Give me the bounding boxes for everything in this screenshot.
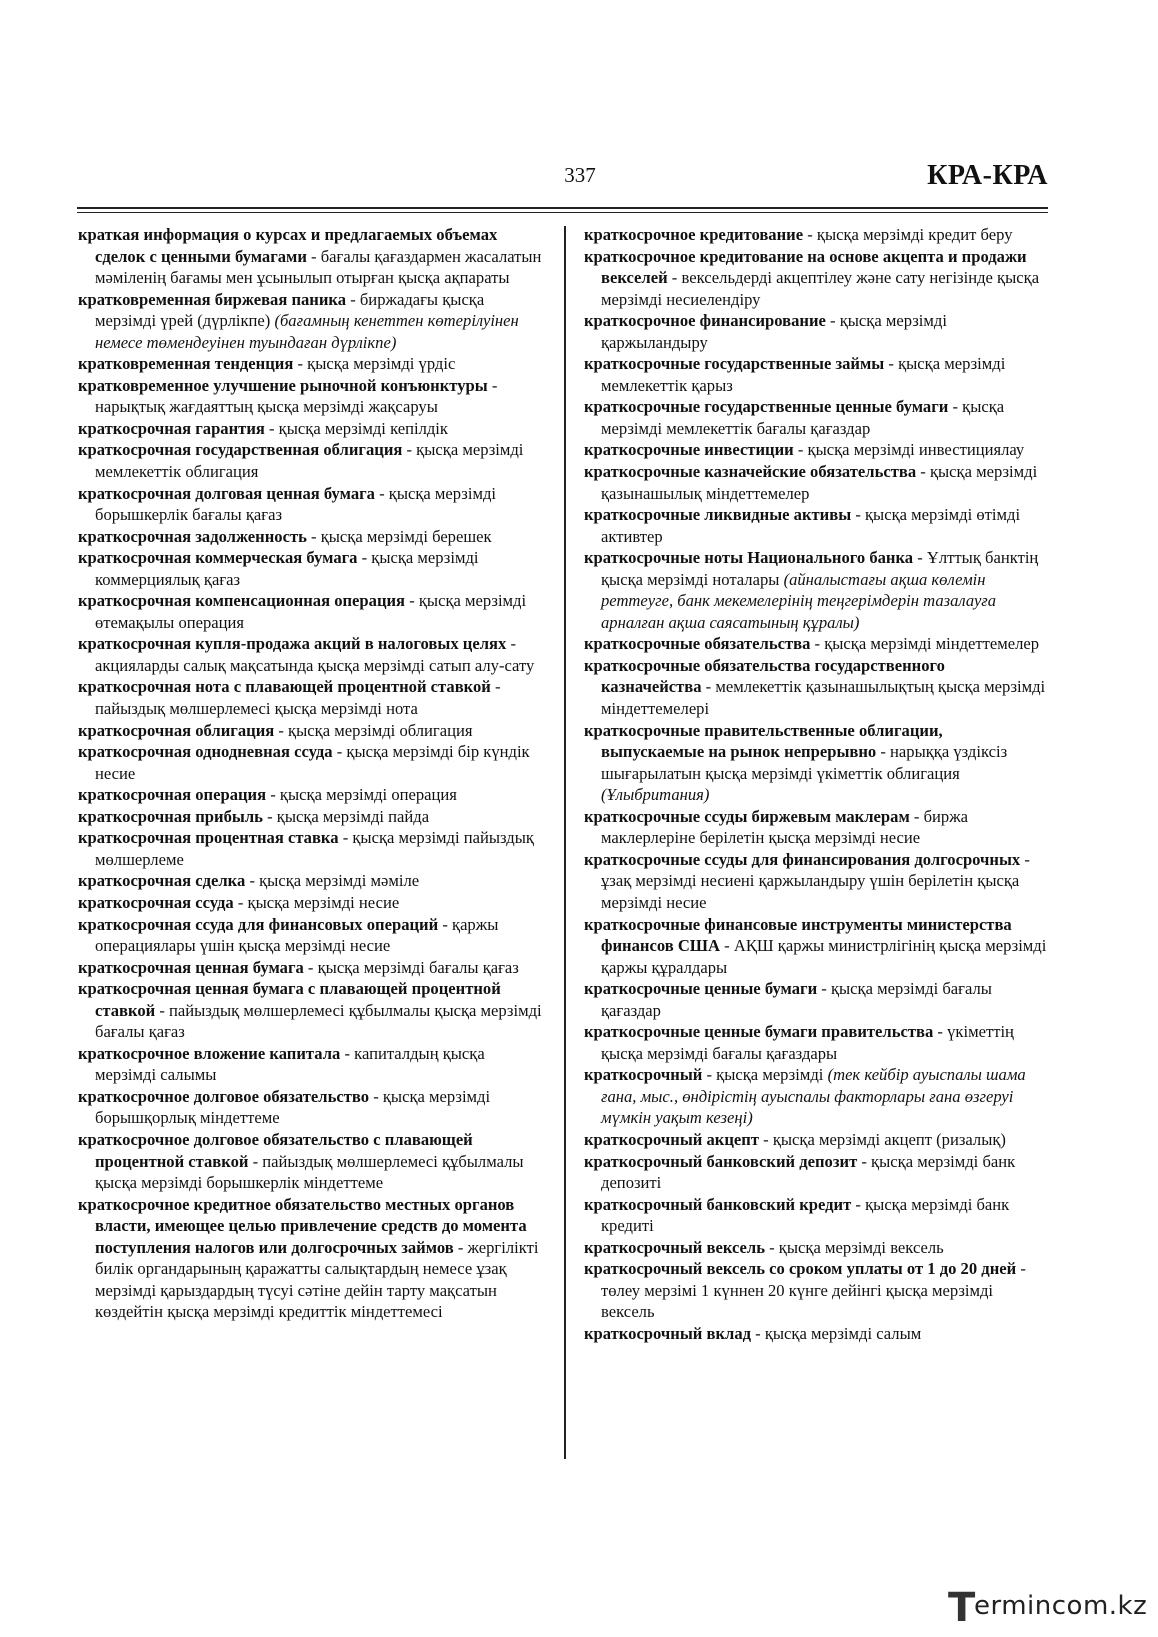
entry-term: краткосрочные ссуды для финансирования долгосрочных [584,849,1021,869]
dictionary-entry [78,676,546,719]
entry-term: краткосрочные ссуды биржевым маклерам [584,806,910,826]
dictionary-entry [78,827,546,870]
dictionary-entry [78,483,546,526]
entry-term: краткосрочная нота с плавающей процентной ставкой [78,677,491,697]
dictionary-entry [78,439,546,482]
entry-term: краткосрочное долговое обязательство [78,1086,370,1106]
entry-term: краткосрочная ссуда [78,892,234,912]
dictionary-entry [78,978,546,1043]
entry-definition: - қысқа мерзімді операция [266,785,457,805]
dictionary-entry [584,1064,1047,1129]
entry-definition: - қысқа мерзімді үрдіс [293,354,456,374]
entry-definition: - қысқа мерзімді бір күндік несие [95,742,530,783]
entry-term: краткосрочный вексель со сроком уплаты от 1 до 20 дней [584,1259,1017,1279]
entry-term: кратковременная биржевая паника [78,289,347,309]
dictionary-entry [584,914,1047,979]
column-divider [564,226,566,1459]
dictionary-entry [584,1237,1047,1259]
entry-term: краткосрочные государственные ценные бумаги [584,397,949,417]
dictionary-entry [78,1043,546,1086]
dictionary-entry [78,720,546,742]
entry-definition: - қысқа мерзімді коммерциялық қағаз [95,548,479,589]
entry-term: краткосрочная задолженность [78,526,307,546]
entry-term: краткосрочная государственная облигация [78,440,403,460]
entry-definition: - қысқа мерзімді вексель [764,1237,944,1257]
entry-term: краткосрочная коммерческая бумага [78,548,358,568]
entry-definition: - вексельдерді акцептілеу және сату негізінде қысқа мерзімді несиелендіру [601,268,1040,309]
entry-term: краткосрочные ценные бумаги правительства [584,1022,934,1042]
entry-term: краткосрочные правительственные облигации, выпускаемые на рынок непрерывно [584,720,943,762]
dictionary-entry [584,1021,1047,1064]
entry-term: кратковременная тенденция [78,354,294,374]
entry-definition: - қысқа мерзімді кепілдік [264,418,448,438]
entry-definition: - қысқа мерзімді қазынашылық міндеттемелер [601,462,1038,503]
page-number: 337 [564,163,596,187]
dictionary-entry [78,353,546,375]
entry-term: краткосрочные ноты Национального банка [584,548,914,568]
dictionary-entry [78,957,546,979]
entry-definition: - қысқа мерзімді несие [233,892,400,912]
entry-term: краткосрочная купля-продажа акций в налоговых целях [78,634,507,654]
entry-term: краткосрочная операция [78,785,267,805]
entry-definition: - қысқа мерзімді мәміле [245,871,420,891]
entry-term: краткосрочный акцепт [584,1129,759,1149]
entry-definition: - қысқа мерзімді міндеттемелер [810,634,1040,654]
watermark-logo-letter: T [948,1585,976,1631]
entry-note: (Ұлыбритания) [601,785,710,805]
entry-definition: - қысқа мерзімді банк депозиті [601,1151,1016,1193]
dictionary-entry [584,720,1047,806]
entry-definition: - қысқа мерзімді пайыздық мөлшерлеме [95,828,534,869]
dictionary-entry [78,375,546,418]
entry-definition: - қысқа мерзімді салым [751,1323,922,1343]
entry-definition: - биржадағы қысқа мерзімді үрей (дүрлікпе) [95,289,485,331]
entry-definition: - қысқа мерзімді өтімді активтер [601,505,1021,546]
dictionary-entry [78,418,546,440]
dictionary-entry [584,224,1047,246]
entry-definition: - қысқа мерзімді банк кредиті [601,1194,1010,1236]
entry-definition: - қысқа мерзімді қаржыландыру [601,311,947,352]
entry-term: краткосрочная прибыль [78,806,263,826]
entry-term: краткосрочная процентная ставка [78,828,339,848]
dictionary-entry [78,1194,546,1323]
dictionary-entry [78,526,546,548]
dictionary-entry [584,1194,1047,1237]
entry-definition: - қысқа мерзімді борышкерлік бағалы қағаз [95,483,497,525]
entry-definition: - қысқа мерзімді пайда [262,806,430,826]
dictionary-entry [78,784,546,806]
dictionary-entry [584,1323,1047,1345]
entry-definition: - қысқа мерзімді борышқорлық міндеттеме [95,1086,491,1128]
dictionary-entry [584,1151,1047,1194]
entry-definition: - пайыздық мөлшерлемесі құбылмалы қысқа мерзімді борышкерлік міндеттеме [95,1151,524,1193]
entry-definition: - пайыздық мөлшерлемесі қысқа мерзімді нота [95,677,501,719]
dictionary-entry [584,849,1047,914]
entry-definition: - қысқа мерзімді берешек [306,526,492,546]
watermark-logo-text: ermincom.kz [974,1591,1148,1621]
entry-definition: - қысқа мерзімді өтемақылы операция [95,591,527,632]
dictionary-entry [584,1129,1047,1151]
entry-definition: - қысқа мерзімді акцепт (ризалық) [759,1129,1006,1149]
entry-term: краткосрочное финансирование [584,311,826,331]
dictionary-entry [78,633,546,676]
entry-term: краткосрочные обязательства [584,634,811,654]
entry-term: краткосрочная ценная бумага [78,957,304,977]
dictionary-entry [78,547,546,590]
entry-term: краткосрочная сделка [78,871,246,891]
entry-term: краткосрочная облигация [78,720,275,740]
dictionary-entry [584,353,1047,396]
entry-note: (тек кейбір ауыспалы шама ғана, мыс., өндірістің ауыспалы факторлары ғана өзгеруі мүмкін уақыт кезеңі) [601,1065,1026,1128]
entry-definition: - қысқа мерзімді инвестициялау [793,440,1025,460]
entry-definition: - АҚШ қаржы министрлігінің қысқа мерзімді қаржы құралдары [601,936,1047,977]
dictionary-entry [584,246,1047,311]
entry-definition: - биржа маклерлеріне берілетін қысқа мерзімді несие [601,806,969,848]
entry-definition: - акцияларды салық мақсатында қысқа мерзімді сатып алу-сату [95,634,535,675]
entry-definition: - төлеу мерзімі 1 күннен 20 күнге дейінгі қысқа мерзімді вексель [601,1259,1026,1322]
dictionary-entry [584,461,1047,504]
entry-definition: - қаржы операциялары үшін қысқа мерзімді несие [95,914,499,956]
entry-note: (бағамның кенеттен көтерілуінен немесе төмендеуінен туындаған дүрлікпе) [95,311,519,352]
right-column [584,224,1047,1344]
entry-definition: - қысқа мерзімді кредит беру [803,225,1013,244]
entry-term: краткосрочный банковский кредит [584,1194,852,1214]
entry-definition: - үкіметтің қысқа мерзімді бағалы қағаздары [601,1022,1014,1063]
dictionary-entry [78,224,546,289]
entry-definition: - қысқа мерзімді мемлекеттік облигация [95,440,524,482]
entry-term: краткосрочный вексель [584,1237,765,1257]
dictionary-entry [584,439,1047,461]
entry-term: краткая информация о курсах и предлагаемых объемах сделок с ценными бумагами [78,225,498,266]
entry-term: краткосрочные государственные займы [584,354,885,374]
entry-term: краткосрочный вклад [584,1323,752,1343]
entry-term: краткосрочные инвестиции [584,440,794,460]
dictionary-entry [78,1086,546,1129]
entry-note: (айналыстағы ақша көлемін реттеуге, банк мекемелерінің теңгерімдерін тазалауға арналған ақша саясатының құралы) [601,569,997,632]
entry-term: краткосрочный [584,1065,703,1085]
entry-definition: - ұзақ мерзімді несиені қаржыландыру үшін берілетін қысқа мерзімді несие [601,849,1030,912]
entry-term: краткосрочные казначейские обязательства [584,462,917,482]
entry-definition: - капиталдың қысқа мерзімді салымы [95,1043,485,1085]
dictionary-entry [78,289,546,354]
dictionary-entry [78,892,546,914]
entry-definition: - мемлекеттік қазынашылықтың қысқа мерзімді міндеттемелері [601,677,1046,719]
dictionary-entry [584,396,1047,439]
entry-definition: - қысқа мерзімді бағалы қағаздар [601,979,992,1020]
entry-term: краткосрочное вложение капитала [78,1043,341,1063]
running-head: КРА-КРА [927,160,1048,191]
dictionary-entry [584,806,1047,849]
entry-term: краткосрочная ссуда для финансовых операций [78,914,439,934]
entry-term: краткосрочные обязательства государственного казначейства [584,655,945,697]
entry-term: краткосрочные финансовые инструменты министерства финансов США [584,914,1012,956]
dictionary-entry [584,1258,1047,1323]
entry-definition: - пайыздық мөлшерлемесі құбылмалы қысқа мерзімді бағалы қағаз [95,1000,542,1042]
entry-term: краткосрочное кредитное обязательство местных органов власти, имеющее целью привлечение средств до момента поступления налогов или долгосрочных займов [78,1194,527,1257]
dictionary-entry [78,870,546,892]
entry-definition: - қысқа мерзімді мемлекеттік бағалы қағаздар [601,397,1005,438]
entry-definition: - жергілікті билік органдарының қаражатты салықтардың немесе ұзақ мерзімді қарыздардың түсуі сәтіне дейін тарту мақсатын көздейтін қысқа мерзімді кредиттік міндеттемесі [95,1237,539,1322]
entry-term: краткосрочное кредитование на основе акцепта и продажи векселей [584,246,1027,288]
entry-definition: - қысқа мерзімді облигация [274,720,473,740]
entry-term: краткосрочная компенсационная операция [78,591,406,611]
entry-term: краткосрочная долговая ценная бумага [78,483,375,503]
entry-definition: - бағалы қағаздармен жасалатын мәміленің бағамы мен ұсынылып отырған қысқа ақпараты [95,246,542,288]
header-rule-thin [77,212,1048,213]
dictionary-entry [584,504,1047,547]
entry-definition: - қысқа мерзімді [702,1065,828,1085]
entry-definition: - нарыққа үздіксіз шығарылатын қысқа мерзімді үкіметтік облигация [601,742,1008,783]
left-column [78,224,546,1323]
entry-term: краткосрочные ликвидные активы [584,505,852,525]
dictionary-entry [584,978,1047,1021]
entry-term: краткосрочная однодневная ссуда [78,742,333,762]
watermark-logo [948,1585,1158,1637]
header-rule-thick [77,207,1048,209]
dictionary-entry [584,655,1047,720]
entry-term: краткосрочное долговое обязательство с плавающей процентной ставкой [78,1129,473,1171]
entry-term: кратковременное улучшение рыночной конъюнктуры [78,375,488,395]
dictionary-entry [78,590,546,633]
dictionary-entry [584,633,1047,655]
dictionary-entry [78,741,546,784]
entry-term: краткосрочная ценная бумага с плавающей процентной ставкой [78,979,501,1020]
entry-term: краткосрочная гарантия [78,418,265,438]
entry-term: краткосрочный банковский депозит [584,1151,858,1171]
entry-definition: - қысқа мерзімді мемлекеттік қарыз [601,354,1006,395]
entry-definition: - нарықтық жағдаяттың қысқа мерзімді жақсаруы [95,375,498,417]
entry-definition: - қысқа мерзімді бағалы қағаз [303,957,519,977]
dictionary-entry [584,547,1047,633]
entry-definition: - Ұлттық банктің қысқа мерзімді ноталары [601,548,1039,589]
entry-term: краткосрочные ценные бумаги [584,979,818,999]
dictionary-entry [78,1129,546,1194]
dictionary-entry [78,914,546,957]
dictionary-entry [584,310,1047,353]
dictionary-entry [78,806,546,828]
entry-term: краткосрочное кредитование [584,225,804,244]
